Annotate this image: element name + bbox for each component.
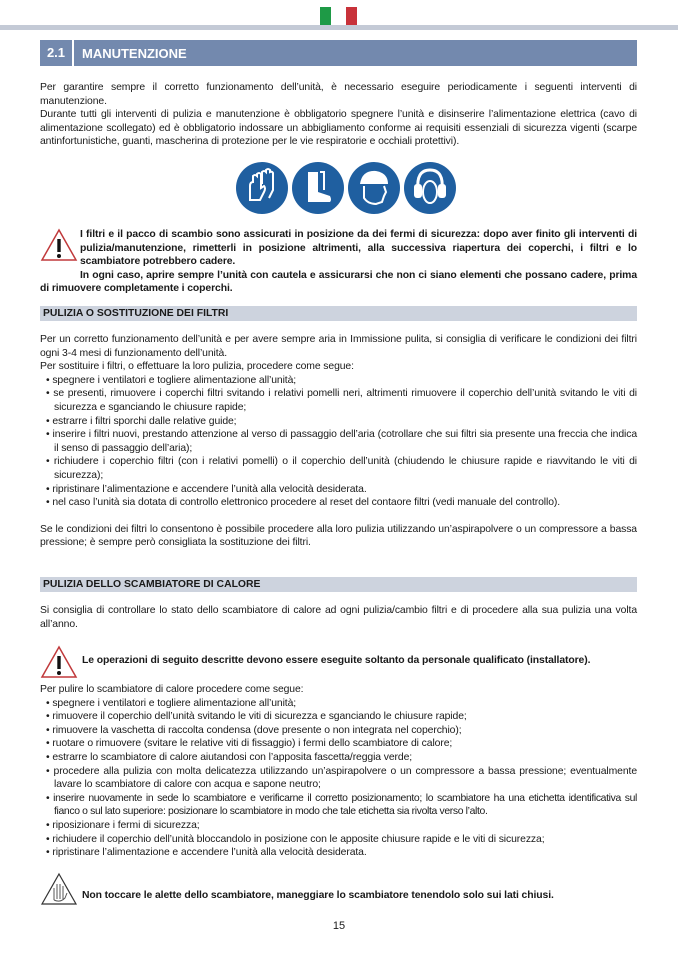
safety-icons xyxy=(236,162,456,214)
ear-protection-icon xyxy=(404,162,456,214)
warning-text: In ogni caso, aprire sempre l’unità con cautela e assicurarsi che non ci siano elementi che possano cadere, prima di rimuovere completamente i coperchi. xyxy=(40,269,637,295)
exchanger-steps-intro: Per pulire lo scambiatore di calore procedere come segue: xyxy=(40,684,304,695)
list-item: • estrarre i filtri sporchi dalle relative guide; xyxy=(40,415,637,429)
filters-outro: Se le condizioni dei filtri lo consentono è possibile procedere alla loro pulizia utilizzando un’aspirapolvere o un compressore a bassa pressione; è sempre però consigliata la sostituzione dei filtri. xyxy=(40,523,637,549)
list-item: • ripristinare l’alimentazione e accendere l’unità alla velocità desiderata. xyxy=(40,483,637,497)
flag-green xyxy=(320,7,331,27)
warning-fixtures xyxy=(40,228,637,296)
list-item: • inserire i filtri nuovi, prestando attenzione al verso di passaggio dell’aria (cotrollare che sui filtri sia presente una freccia che indica il senso di passaggio dell’aria); xyxy=(40,428,637,455)
list-item: • rimuovere la vaschetta di raccolta condensa (dove presente o non integrata nel coperchio); xyxy=(40,724,637,738)
filters-intro: Per sostituire i filtri, o effettuare la loro pulizia, procedere come segue: xyxy=(40,361,354,373)
flag-red xyxy=(346,7,357,27)
hand-warning-text: Non toccare le alette dello scambiatore, maneggiare lo scambiatore tenendolo solo sui lati chiusi. xyxy=(82,890,554,901)
list-item: • se presenti, rimuovere i coperchi filtri svitando i relativi pomelli neri, altrimenti rimuovere il coperchio dell’unità svitando le viti di sicurezza e sganciando le chiusure rapide; xyxy=(40,387,637,414)
subsection-exchanger-title: PULIZIA DELLO SCAMBIATORE DI CALORE xyxy=(40,577,637,592)
header-rule xyxy=(0,25,678,30)
section-header xyxy=(40,40,637,66)
exchanger-intro: Si consiglia di controllare lo stato dello scambiatore di calore ad ogni pulizia/cambio filtri e di procedere alla sua pulizia una volta all’anno. xyxy=(40,605,637,630)
list-item: • rimuovere il coperchio dell’unità svitando le viti di sicurezza e sganciando le chiusure rapide; xyxy=(40,710,637,724)
exchanger-steps xyxy=(40,697,637,860)
filters-text xyxy=(40,333,637,550)
list-item: • spegnere i ventilatori e togliere alimentazione all’unità; xyxy=(40,374,637,388)
list-item: • riposizionare i fermi di sicurezza; xyxy=(40,819,637,833)
section-title: MANUTENZIONE xyxy=(82,45,187,61)
hand-warning-icon xyxy=(40,872,78,906)
list-item: • inserire nuovamente in sede lo scambiatore e verificarne il corretto posizionamento; lo scambiatore ha una etichetta identificativa sul fianco o sul lato superiore: posizionare lo scambiatore in modo che tale etichetta sia rivolta verso l’alto. xyxy=(40,792,637,819)
list-item: • ruotare o rimuovere (svitare le relative viti di fissaggio) i fermi dello scambiatore di calore; xyxy=(40,737,637,751)
filters-steps xyxy=(40,374,637,510)
list-item: • nel caso l’unità sia dotata di controllo elettronico procedere al reset del contaore filtri (vedi manuale del controllo). xyxy=(40,496,637,510)
warning-text: I filtri e il pacco di scambio sono assicurati in posizione da dei fermi di sicurezza: dopo aver finito gli interventi di pulizia/manutenzione, rimetterli in posizione altrimenti, alla successiva riapertura dei coperchi, i filtri e lo scambiatore potrebbero cadere. xyxy=(80,229,637,268)
qualified-warning: Le operazioni di seguito descritte devono essere eseguite soltanto da personale qualificato (installatore). xyxy=(82,655,591,666)
list-item: • estrarre lo scambiatore di calore aiutandosi con l’apposita fascetta/reggia verde; xyxy=(40,751,637,765)
list-item: • ripristinare l’alimentazione e accendere l’unità alla velocità desiderata. xyxy=(40,846,637,860)
warning-icon xyxy=(40,645,78,679)
safety-boots-icon xyxy=(292,162,344,214)
list-item: • richiudere i coperchio filtri (con i relativi pomelli) o il coperchio dell’unità (chiudendo le chiusure rapide e riavvitando le viti di sicurezza); xyxy=(40,455,637,482)
section-number: 2.1 xyxy=(40,40,74,66)
filters-intro: Per un corretto funzionamento dell’unità e per avere sempre aria in Immissione pulita, si consiglia di verificare le condizioni dei filtri ogni 3-4 mesi di funzionamento dell’unità. xyxy=(40,334,637,359)
intro-paragraph: Durante tutti gli interventi di pulizia e manutenzione è obbligatorio spegnere l’unità e disinserire l’alimentazione elettrica (cavo di alimentazione scollegato) ed è obbligatorio indossare un abbigliamento conforme ai requisiti essenziali di sicurezza vigenti (scarpe antinfortunistiche, guanti, mascherina di protezione per le vie respiratorie e occhiali protettivi). xyxy=(40,109,637,148)
intro-text xyxy=(40,81,637,149)
list-item: • procedere alla pulizia con molta delicatezza utilizzando un’aspirapolvere o un compressore a bassa pressione; eventualmente lavare lo scambiatore di calore con acqua e sapone neutro; xyxy=(40,765,637,792)
gloves-icon xyxy=(236,162,288,214)
page-number: 15 xyxy=(332,920,346,932)
list-item: • richiudere il coperchio dell’unità bloccandolo in posizione con le apposite chiusure rapide e le viti di sicurezza; xyxy=(40,833,637,847)
intro-paragraph: Per garantire sempre il corretto funzionamento dell’unità, è necessario eseguire periodicamente i seguenti interventi di manutenzione. xyxy=(40,82,637,107)
subsection-filters-title: PULIZIA O SOSTITUZIONE DEI FILTRI xyxy=(40,306,637,321)
helmet-icon xyxy=(348,162,400,214)
list-item: • spegnere i ventilatori e togliere alimentazione all’unità; xyxy=(40,697,637,711)
exchanger-steps-text xyxy=(40,683,637,860)
